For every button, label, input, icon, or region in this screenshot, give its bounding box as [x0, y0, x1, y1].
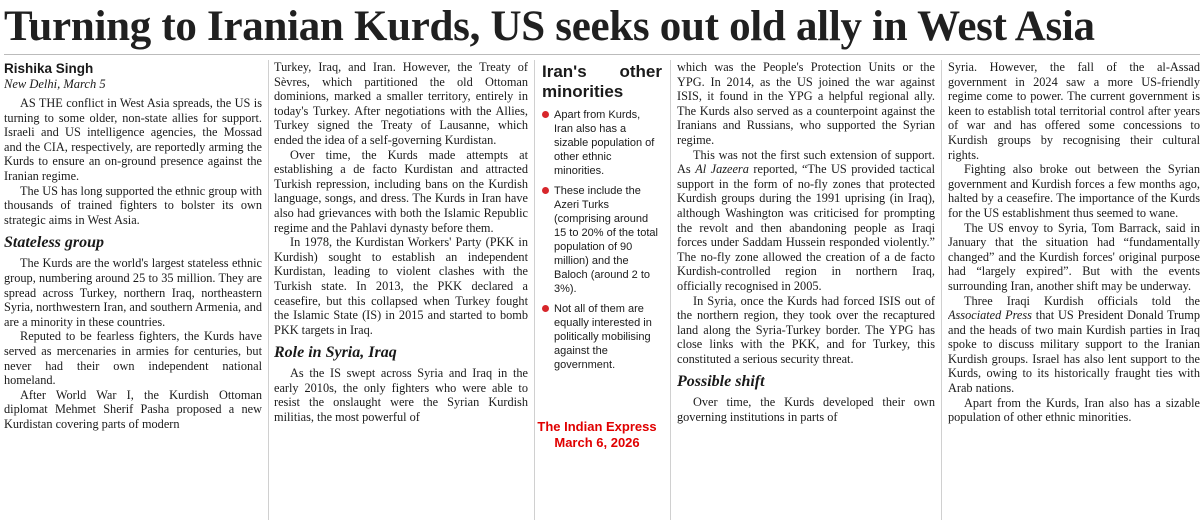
paragraph: Reputed to be fearless fighters, the Kurds have served as mercenaries in armies for centuries, but never had their own independent national homeland.: [4, 329, 262, 388]
bullet-icon: [542, 111, 549, 118]
article-column-2: [274, 60, 528, 525]
article-column-1: [4, 60, 262, 525]
column-divider: [670, 60, 671, 520]
sidebar-title: Iran's other minorities: [542, 62, 662, 101]
headline: Turning to Iranian Kurds, US seeks out old ally in West Asia: [4, 3, 1095, 50]
sidebar-box: [542, 60, 662, 420]
article-column-5: [948, 60, 1200, 525]
dateline: New Delhi, March 5: [4, 77, 106, 91]
column-divider: [268, 60, 269, 520]
bullet-icon: [542, 187, 549, 194]
paragraph: AS THE conflict in West Asia spreads, the US is turning to some older, non-state allies for support. Israeli and US intelligence agencies, the Mossad and the CIA, respectively, are reportedly arming the Kurds to ensure an on-ground presence against the Iranian regime.: [4, 96, 262, 183]
source-name: Associated Press: [948, 308, 1032, 323]
sidebar-item: [542, 108, 662, 178]
paragraph: As the IS swept across Syria and Iraq in the early 2010s, the only fighters who were able to resist the onslaught were the Syrian Kurdish militias, the most powerful of: [274, 366, 528, 425]
subheading: Stateless group: [4, 234, 105, 252]
paragraph: Fighting also broke out between the Syrian government and Kurdish forces a few months ago, halted by a ceasefire. The importance of the Kurds for the US establishment thus seemed to wane.: [948, 162, 1200, 220]
subheading: Role in Syria, Iraq: [274, 344, 397, 362]
sidebar-item-text: Apart from Kurds, Iran also has a sizable population of other ethnic minorities.: [554, 109, 655, 177]
column-divider: [534, 60, 535, 520]
column-divider: [941, 60, 942, 520]
paragraph: The Kurds are the world's largest stateless ethnic group, numbering around 25 to 35 million. They are spread across Turkey, northern Iraq, northeastern Syria, northwestern Iran, and southern Armenia, and are a minority in these countries.: [4, 256, 262, 329]
text-run: that US President Donald Trump and the heads of two main Kurdish parties in Iraq spoke to discuss military support to the Iranian Kurdish groups. Israel has also lent support to the Kurds, owing to its historically fraught ties with Arab nations.: [948, 308, 1200, 396]
paragraph: Over time, the Kurds made attempts at establishing a de facto Kurdistan and attracted Turkish repression, including bans on the Kurdish language, songs, and dress. The Kurds in Iran have also had grievances with both the Islamic Republic regime and the Pahlavi dynasty before them.: [274, 147, 528, 235]
sidebar-item: [542, 302, 662, 372]
article-column-4: [677, 60, 935, 525]
author-byline: Rishika Singh: [4, 61, 94, 76]
paragraph: Over time, the Kurds developed their own governing institutions in parts of: [677, 395, 935, 425]
source-name: Al Jazeera: [695, 162, 749, 177]
subheading: Possible shift: [677, 373, 765, 391]
sidebar-item: [542, 184, 662, 296]
sidebar-item-text: Not all of them are equally interested in politically mobilising against the government.: [554, 303, 652, 371]
paragraph: Apart from the Kurds, Iran also has a sizable population of other ethnic minorities.: [948, 395, 1200, 425]
publication-date: March 6, 2026: [554, 435, 640, 450]
publication-name: The Indian Express: [537, 419, 657, 434]
paragraph: Turkey, Iraq, and Iran. However, the Treaty of Sèvres, which partitioned the old Ottoman dominions, marked a smaller territory, entirely in today's Turkey. After negotiations with the Allies, Turkey signed the Treaty of Lausanne, which ended the idea of a self-governing Kurdistan.: [274, 60, 528, 147]
paragraph: [677, 148, 935, 294]
paragraph: Syria. However, the fall of the al-Assad government in 2024 saw a more US-friendly regime come to power. The current government is keen to establish total territorial control after years of war and has offered some concessions to Kurdish groups by recognising their cultural rights.: [948, 60, 1200, 162]
paragraph: [948, 294, 1200, 396]
bullet-icon: [542, 305, 549, 312]
paragraph: The US envoy to Syria, Tom Barrack, said in January that the situation had “fundamentally changed” and the Kurdish forces' original purpose had “largely expired”. But with the events surrounding Iran, another shift may be underway.: [948, 220, 1200, 293]
text-run: Three Iraqi Kurdish officials told the: [964, 293, 1200, 308]
text-run: This was not the first such extension of support. As: [677, 147, 935, 177]
text-run: reported, “The US provided tactical support in the form of no-fly zones that protected Kurdish groups during the 1991 uprising (in Iraq), although Washington was criticised for prompting the revolt and then abandoning people as Iraqi forces under Saddam Hussein responded violently.” The no-fly zone allowed the creation of a de facto Kurdish-controlled region in northern Iraq, officially recognised in 2005.: [677, 162, 935, 293]
paragraph: which was the People's Protection Units or the YPG. In 2014, as the US joined the war against ISIS, it found in the YPG a helpful regional ally. The Kurds also served as a counterpoint against the Iranians and Russians, who supported the Syrian regime.: [677, 60, 935, 147]
sidebar-item-text: These include the Azeri Turks (comprising around 15 to 20% of the total population of 90 million) and the Baloch (around 2 to 3%).: [554, 185, 658, 295]
paragraph: In Syria, once the Kurds had forced ISIS out of the northern region, they took over the recaptured land along the Syria-Turkey border. The YPG has close links with the PKK, and for Turkey, this constituted a serious security threat.: [677, 293, 935, 366]
paragraph: In 1978, the Kurdistan Workers' Party (PKK in Kurdish) sought to establish an independent Kurdistan, leading to violent clashes with the Turkish state. In 2013, the PKK declared a ceasefire, but this collapsed when Turkey fought the Islamic State (IS) in 2015 and started to bomb PKK targets in Iraq.: [274, 235, 528, 337]
source-attribution: [522, 419, 672, 451]
paragraph: After World War I, the Kurdish Ottoman diplomat Mehmet Sherif Pasha proposed a new Kurdistan covering parts of modern: [4, 387, 262, 431]
headline-rule: [4, 54, 1200, 55]
paragraph: The US has long supported the ethnic group with thousands of trained fighters to bolster its own strategic aims in West Asia.: [4, 183, 262, 227]
